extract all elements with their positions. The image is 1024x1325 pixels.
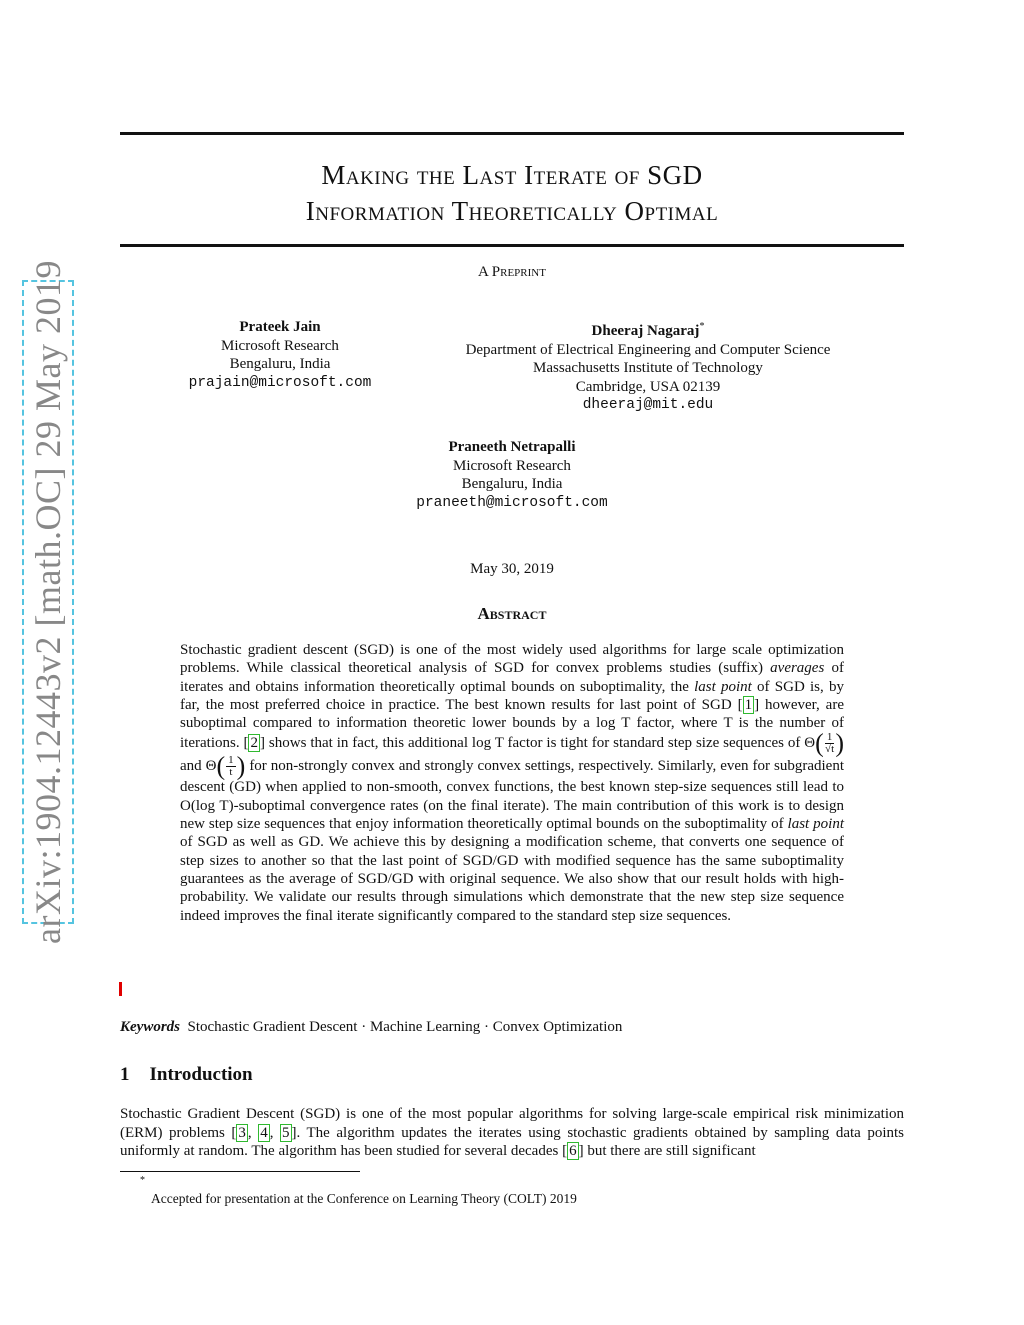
author-location: Bengaluru, India xyxy=(461,476,563,492)
author-affiliation: Massachusetts Institute of Technology xyxy=(533,360,763,376)
author-block-1 xyxy=(160,318,400,392)
arxiv-stamp xyxy=(22,260,74,944)
intro-paragraph: Stochastic Gradient Descent (SGD) is one of the most popular algorithms for solving large-scale empirical risk minimization (ERM) problems [ 3 , 4 , 5 ]. The algorithm updates the iterates using stochastic gradients obtained by sampling data points uniformly at random. The algorithm has been studied for several decades [ 6 ] but there are still significant xyxy=(120,1106,905,1159)
author-email[interactable]: praneeth@microsoft.com xyxy=(416,494,608,511)
section-number: 1 xyxy=(120,1064,130,1085)
author-email[interactable]: dheeraj@mit.edu xyxy=(582,397,714,413)
author-block-3 xyxy=(362,438,662,512)
author-name: Praneeth Netrapalli xyxy=(448,439,576,455)
citation-link[interactable]: 5 xyxy=(282,1124,290,1141)
author-name: Dheeraj Nagaraj* xyxy=(591,321,705,339)
footnote-mark: * xyxy=(699,321,705,332)
author-affiliation: Microsoft Research xyxy=(221,337,339,354)
abstract-body: Stochastic gradient descent (SGD) is one of the most widely used algorithms for large scale optimization problems. While classical theoretical analysis of SGD for convex problems studies (suffix) averages of iterates and obtains information theoretically optimal bounds on suboptimality, the last point of SGD is, by far, the most preferred choice in practice. The best known results for last point of SGD [ 1 ] however, are suboptimal compared to information theoretic lower bounds by a log T factor, where T is the number of iterations. [ 2 ] shows that in fact, this additional log T factor is tight for standard step size sequences of Θ( $\frac{1}{√t}$ ) and Θ( $\frac{1}{t}$ ) for non-strongly convex and strongly convex settings, respectively. Similarly, even for subgradient descent (GD) when applied to non-smooth, convex functions, the best known step-size sequences still lead to O(log T)-suboptimal convergence rates (on the final iterate). The main contribution of this work is to design new step size sequences that enjoy information theoretically optimal bounds on the suboptimality of last point of SGD as well as GD. We achieve this by designing a modification scheme, that converts one sequence of step sizes to another so that the last point of SGD/GD with modified sequence has the same suboptimality guarantees as the average of SGD/GD with original sequence. We also show that our result holds with high-probability. We validate our results through simulations which demonstrate that the new step size sequence indeed improves the final iterate significantly compared to the standard step size sequences. xyxy=(180,642,844,924)
title-rule-top xyxy=(120,132,904,135)
citation-link[interactable]: 3 xyxy=(238,1124,246,1141)
author-block-2 xyxy=(420,318,876,415)
paper-date: May 30, 2019 xyxy=(470,561,554,577)
author-location: Cambridge, USA 02139 xyxy=(575,378,721,395)
keywords-line xyxy=(120,1019,904,1036)
citation-link[interactable]: 2 xyxy=(250,735,258,752)
section-title: Introduction xyxy=(149,1064,253,1085)
author-email[interactable]: prajain@microsoft.com xyxy=(188,374,372,391)
citation-link[interactable]: 4 xyxy=(260,1124,268,1141)
preprint-label: A Preprint xyxy=(478,264,546,280)
abstract-heading: Abstract xyxy=(477,604,547,623)
footnote-mark: * xyxy=(140,1175,145,1186)
paper-title-line1: Making the Last Iterate of SGD xyxy=(321,160,703,190)
citation-link[interactable]: 6 xyxy=(569,1143,577,1159)
footnote-text: Accepted for presentation at the Conference on Learning Theory (COLT) 2019 xyxy=(151,1191,577,1206)
paper-title-line2: Information Theoretically Optimal xyxy=(305,196,719,226)
keywords-label: Keywords xyxy=(120,1019,180,1035)
keywords-text: Stochastic Gradient Descent · Machine Learning · Convex Optimization xyxy=(187,1019,623,1035)
section-heading xyxy=(120,1064,253,1086)
footnote-rule xyxy=(120,1171,360,1172)
author-location: Bengaluru, India xyxy=(229,356,331,372)
title-rule-bottom xyxy=(120,244,904,247)
change-marker xyxy=(119,982,122,996)
citation-link[interactable]: 1 xyxy=(744,696,753,713)
author-name: Prateek Jain xyxy=(239,319,321,335)
author-department: Department of Electrical Engineering and Computer Science xyxy=(465,341,831,358)
arxiv-id: arXiv:1904.12443v2 [math.OC] 29 May 2019 xyxy=(28,260,68,944)
author-affiliation: Microsoft Research xyxy=(453,457,571,474)
